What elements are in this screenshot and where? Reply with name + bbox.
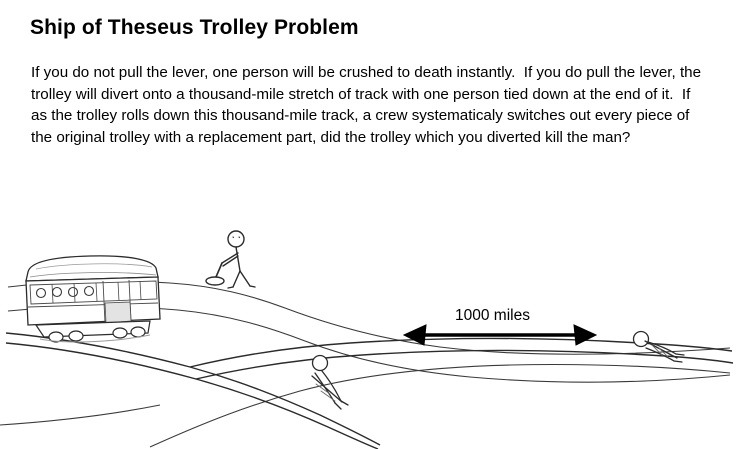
double-headed-arrow (404, 325, 596, 345)
person-tied-to-far-track (634, 332, 685, 363)
trolley-car (26, 256, 160, 342)
person-tied-to-near-track (312, 356, 348, 410)
trolley-illustration (0, 215, 736, 449)
main-track (6, 333, 380, 449)
distance-label: 1000 miles (455, 307, 530, 324)
problem-description: If you do not pull the lever, one person will be crushed to death instantly. If you do pull the lever, the trolley will divert onto a thousand-mile stretch of track with one person tied down at the end of it. If as the trolley rolls down this thousand-mile track, a crew systematicaly switches out every piece of the original trolley with a replacement part, did the trolley which you diverted kill the man? (31, 64, 706, 146)
lever-operator-person (206, 231, 255, 288)
illustration-svg (0, 215, 736, 449)
page-title: Ship of Theseus Trolley Problem (30, 16, 359, 39)
